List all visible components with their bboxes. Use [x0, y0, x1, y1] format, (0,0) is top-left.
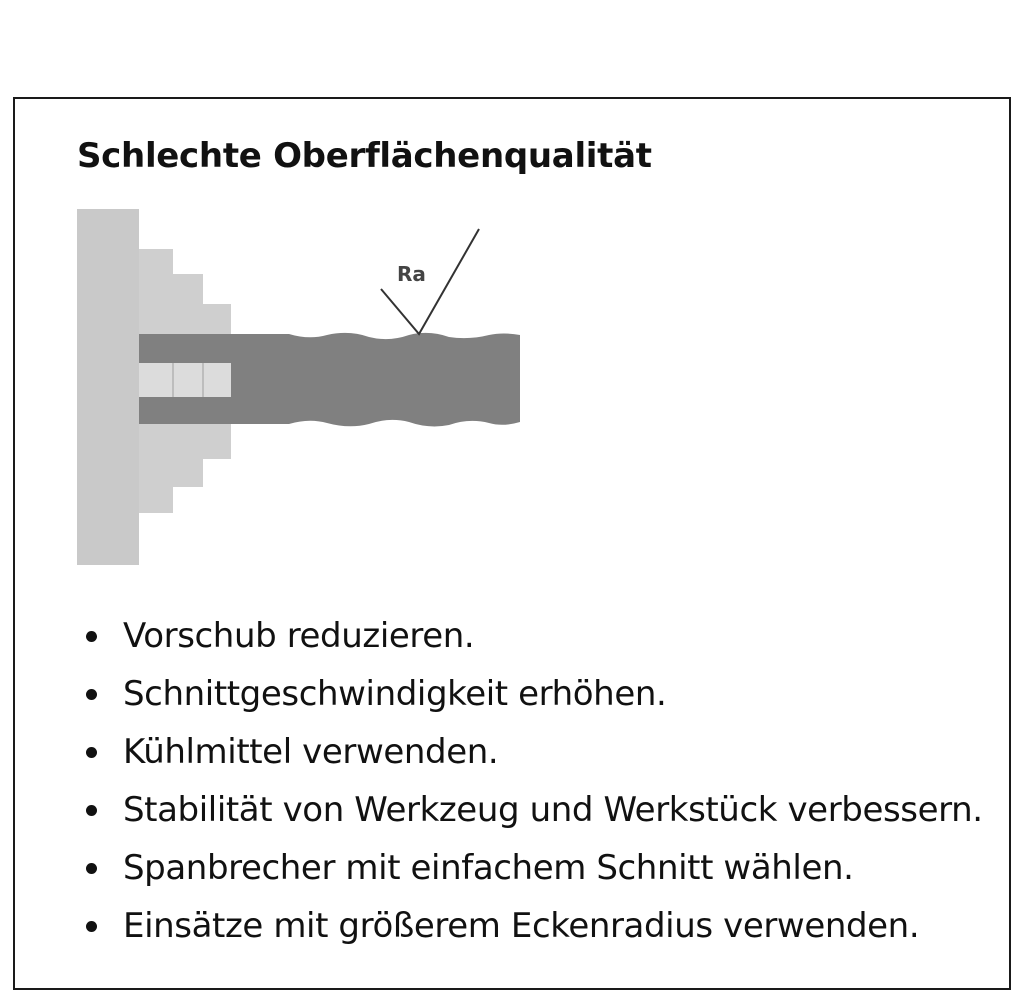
- chuck-body: [77, 209, 139, 565]
- bullet-icon: [86, 747, 97, 758]
- list-item: [77, 665, 983, 723]
- info-card: [13, 97, 1011, 990]
- roughness-label: Ra: [397, 262, 426, 286]
- bullet-icon: [86, 921, 97, 932]
- list-item: [77, 607, 983, 665]
- card-title: Schlechte Oberflächenqualität: [77, 136, 652, 176]
- turning-diagram: [77, 209, 537, 569]
- list-item-text: Einsätze mit größerem Eckenradius verwenden.: [123, 906, 920, 946]
- list-item-text: Vorschub reduzieren.: [123, 616, 475, 656]
- list-item: [77, 781, 983, 839]
- bullet-icon: [86, 805, 97, 816]
- list-item: [77, 723, 983, 781]
- bore: [139, 363, 231, 397]
- list-item: [77, 839, 983, 897]
- roughness-symbol: [381, 229, 479, 334]
- bullet-icon: [86, 689, 97, 700]
- list-item-text: Kühlmittel verwenden.: [123, 732, 499, 772]
- list-item-text: Spanbrecher mit einfachem Schnitt wählen.: [123, 848, 854, 888]
- list-item-text: Schnittgeschwindigkeit erhöhen.: [123, 674, 667, 714]
- recommendation-list: [77, 607, 983, 955]
- list-item: [77, 897, 983, 955]
- bullet-icon: [86, 631, 97, 642]
- list-item-text: Stabilität von Werkzeug und Werkstück verbessern.: [123, 790, 983, 830]
- bullet-icon: [86, 863, 97, 874]
